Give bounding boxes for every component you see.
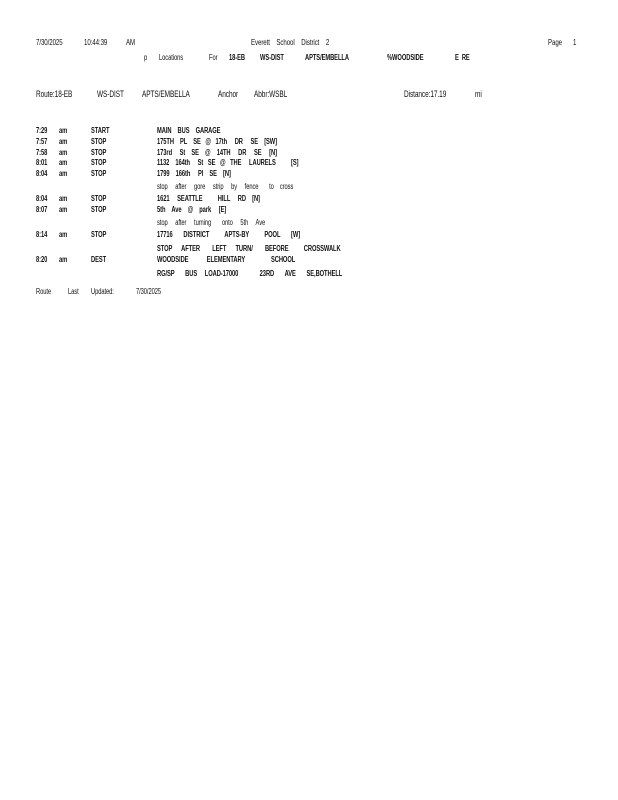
stop-description: 1132 164th St SE @ THE LAURELS [S] [157,158,299,167]
footer-last-label: Last [68,287,79,296]
stop-description: 1621 SEATTLE HILL RD [N] [157,194,260,203]
stop-time: 8:07 [36,205,48,214]
route-id: Route:18-EB [36,89,73,99]
footer-route-label: Route [36,287,52,296]
stop-note: stop after turning onto 5th Ave [157,218,266,227]
route-location: APTS/EMBELLA [142,89,190,99]
report-time: 10:44:39 [84,37,108,47]
subheader-dest: %WOODSIDE [387,53,424,62]
stop-note: RG/SP BUS LOAD-17000 23RD AVE SE,BOTHELL [157,269,343,278]
stop-type: STOP [91,230,107,239]
stop-ampm: am [59,255,68,264]
report-title: Everett School District 2 [251,37,330,47]
stop-note: stop after gore strip by fence to cross [157,182,294,191]
stop-description: 17716 DISTRICT APTS-BY POOL [W] [157,230,301,239]
stop-time: 7:57 [36,137,48,146]
stop-type: STOP [91,205,107,214]
stop-time: 7:29 [36,126,48,135]
stop-description: 175TH PL SE @ 17th DR SE [SW] [157,137,278,146]
stop-time: 8:14 [36,230,48,239]
subheader-locations: Locations [159,53,184,62]
report-ampm: AM [126,37,136,47]
footer-updated-label: Updated: [91,287,114,296]
stop-type: STOP [91,137,107,146]
stop-time: 8:04 [36,194,48,203]
stop-type: STOP [91,194,107,203]
stop-ampm: am [59,205,68,214]
stop-type: START [91,126,110,135]
stop-type: STOP [91,169,107,178]
stop-note: STOP AFTER LEFT TURN/ BEFORE CROSSWALK [157,244,341,253]
stop-ampm: am [59,148,68,157]
stop-type: DEST [91,255,107,264]
footer-updated-date: 7/30/2025 [136,287,161,296]
page-number: 1 [573,37,577,47]
stop-time: 7:58 [36,148,48,157]
route-distance: Distance:17.19 [404,89,447,99]
subheader-route-code: 18-EB [229,53,245,62]
subheader-dist-code: WS-DIST [260,53,284,62]
stop-type: STOP [91,158,107,167]
distance-unit: mi [475,89,482,99]
stop-ampm: am [59,169,68,178]
stop-time: 8:04 [36,169,48,178]
stop-type: STOP [91,148,107,157]
stop-ampm: am [59,194,68,203]
stop-ampm: am [59,137,68,146]
route-dist: WS-DIST [97,89,124,99]
stop-description: MAIN BUS GARAGE [157,126,221,135]
stop-description: 5th Ave @ park [E] [157,205,227,214]
stop-description: WOODSIDE ELEMENTARY SCHOOL [157,255,296,264]
subheader-for: For [209,53,218,62]
subheader-suffix: E RE [455,53,470,62]
stop-ampm: am [59,158,68,167]
page-label: Page [548,37,563,47]
stop-description: 173rd St SE @ 14TH DR SE [N] [157,148,277,157]
report-date: 7/30/2025 [36,37,63,47]
stop-ampm: am [59,126,68,135]
route-abbr: Abbr:WSBL [254,89,288,99]
stop-description: 1799 166th Pl SE [N] [157,169,231,178]
subheader-p: p [144,53,148,62]
stop-time: 8:20 [36,255,48,264]
stop-time: 8:01 [36,158,48,167]
stop-ampm: am [59,230,68,239]
subheader-location: APTS/EMBELLA [305,53,349,62]
anchor-label: Anchor [218,89,239,99]
